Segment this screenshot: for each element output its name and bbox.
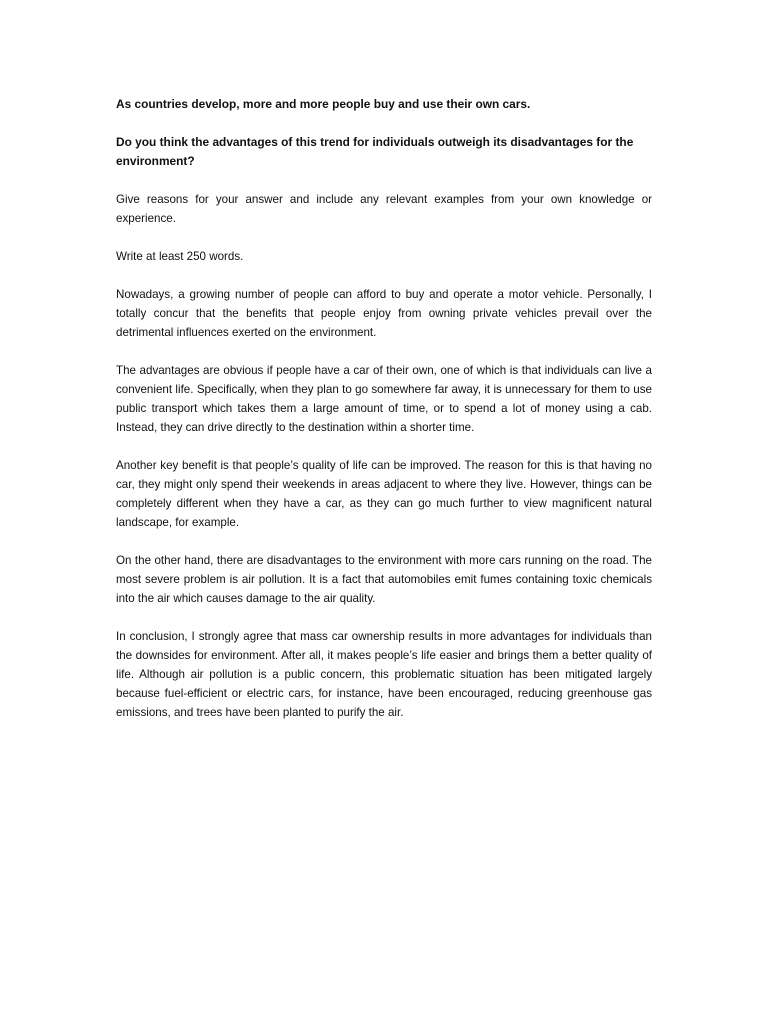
essay-body-paragraph-1: The advantages are obvious if people have a car of their own, one of which is that individuals can live a convenient life. Specifically, when they plan to go somewhere far away, it is unnecessary for them to use public transport which takes them a large amount of time, or to spend a lot of money using a cab. Instead, they can drive directly to the destination within a shorter time. (116, 364, 652, 434)
essay-conclusion: In conclusion, I strongly agree that mass car ownership results in more advantages for individuals than the downsides for environment. After all, it makes people’s life easier and brings them a better quality of life. Although air pollution is a public concern, this problematic situation has been mitigated largely because fuel-efficient or electric cars, for instance, have been encouraged, reducing greenhouse gas emissions, and trees have been planted to purify the air. (116, 630, 652, 719)
prompt-question: Do you think the advantages of this trend for individuals outweigh its disadvantages for the environment? (116, 135, 634, 168)
prompt-instruction: Give reasons for your answer and include any relevant examples from your own knowledge or experience. (116, 193, 652, 225)
essay-body-paragraph-3: On the other hand, there are disadvantages to the environment with more cars running on the road. The most severe problem is air pollution. It is a fact that automobiles emit fumes containing toxic chemicals into the air which causes damage to the air quality. (116, 554, 652, 605)
essay-body-paragraph-2: Another key benefit is that people’s quality of life can be improved. The reason for this is that having no car, they might only spend their weekends in areas adjacent to where they live. However, things can be completely different when they have a car, as they can go much further to view magnificent natural landscape, for example. (116, 459, 652, 529)
word-count-requirement: Write at least 250 words. (116, 250, 244, 263)
essay-introduction: Nowadays, a growing number of people can afford to buy and operate a motor vehicle. Personally, I totally concur that the benefits that people enjoy from owning private vehicles prevail over the detrimental influences exerted on the environment. (116, 288, 652, 339)
prompt-statement: As countries develop, more and more people buy and use their own cars. (116, 97, 531, 111)
document-page (116, 95, 652, 741)
